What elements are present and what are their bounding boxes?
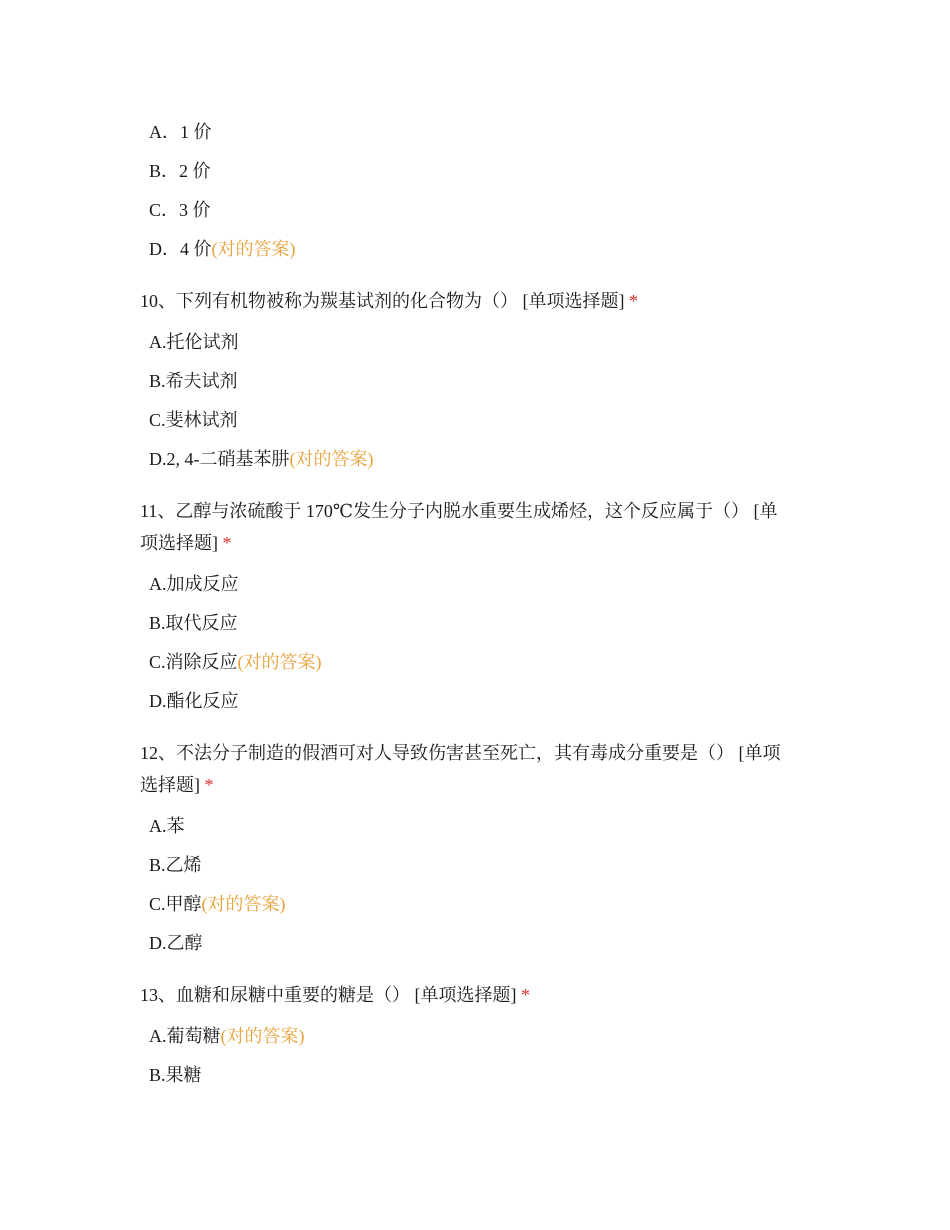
q12-option-a: A.苯 [149, 816, 185, 836]
q9-option-c: C．3 价 [149, 200, 211, 220]
q11-text-line1: 11、乙醇与浓硫酸于 170℃发生分子内脱水重要生成烯烃，这个反应属于（） [单 [140, 501, 778, 521]
correct-answer-label: (对的答案) [201, 894, 286, 914]
required-mark: * [629, 291, 638, 311]
required-mark: * [521, 985, 530, 1005]
q10-option-c: C.斐林试剂 [149, 410, 238, 430]
q10-option-b: B.希夫试剂 [149, 371, 238, 391]
q13-option-a: A.葡萄糖(对的答案) [149, 1026, 305, 1046]
q13-text: 13、血糖和尿糖中重要的糖是（） [单项选择题] * [140, 985, 530, 1005]
q13-option-b: B.果糖 [149, 1065, 202, 1085]
correct-answer-label: (对的答案) [289, 449, 374, 469]
q12-text-line2: 选择题] * [140, 775, 214, 795]
q10-text: 10、下列有机物被称为羰基试剂的化合物为（） [单项选择题] * [140, 291, 638, 311]
q12-option-b: B.乙烯 [149, 855, 202, 875]
q12-option-c: C.甲醇(对的答案) [149, 894, 286, 914]
correct-answer-label: (对的答案) [237, 652, 322, 672]
q9-option-a: A．1 价 [149, 122, 212, 142]
q10-option-a: A.托伦试剂 [149, 332, 239, 352]
q10-option-d: D.2, 4-二硝基苯肼(对的答案) [149, 449, 374, 469]
q11-option-a: A.加成反应 [149, 574, 239, 594]
q12-option-d: D.乙醇 [149, 933, 203, 953]
correct-answer-label: (对的答案) [220, 1026, 305, 1046]
q11-option-c: C.消除反应(对的答案) [149, 652, 322, 672]
q11-text-line2: 项选择题] * [140, 533, 232, 553]
q12-text-line1: 12、不法分子制造的假酒可对人导致伤害甚至死亡，其有毒成分重要是（） [单项 [140, 743, 781, 763]
required-mark: * [204, 775, 214, 795]
q9-option-b: B．2 价 [149, 161, 211, 181]
correct-answer-label: (对的答案) [211, 239, 296, 259]
q11-option-b: B.取代反应 [149, 613, 238, 633]
required-mark: * [222, 533, 232, 553]
q9-option-d: D．4 价(对的答案) [149, 239, 296, 259]
q11-option-d: D.酯化反应 [149, 691, 239, 711]
